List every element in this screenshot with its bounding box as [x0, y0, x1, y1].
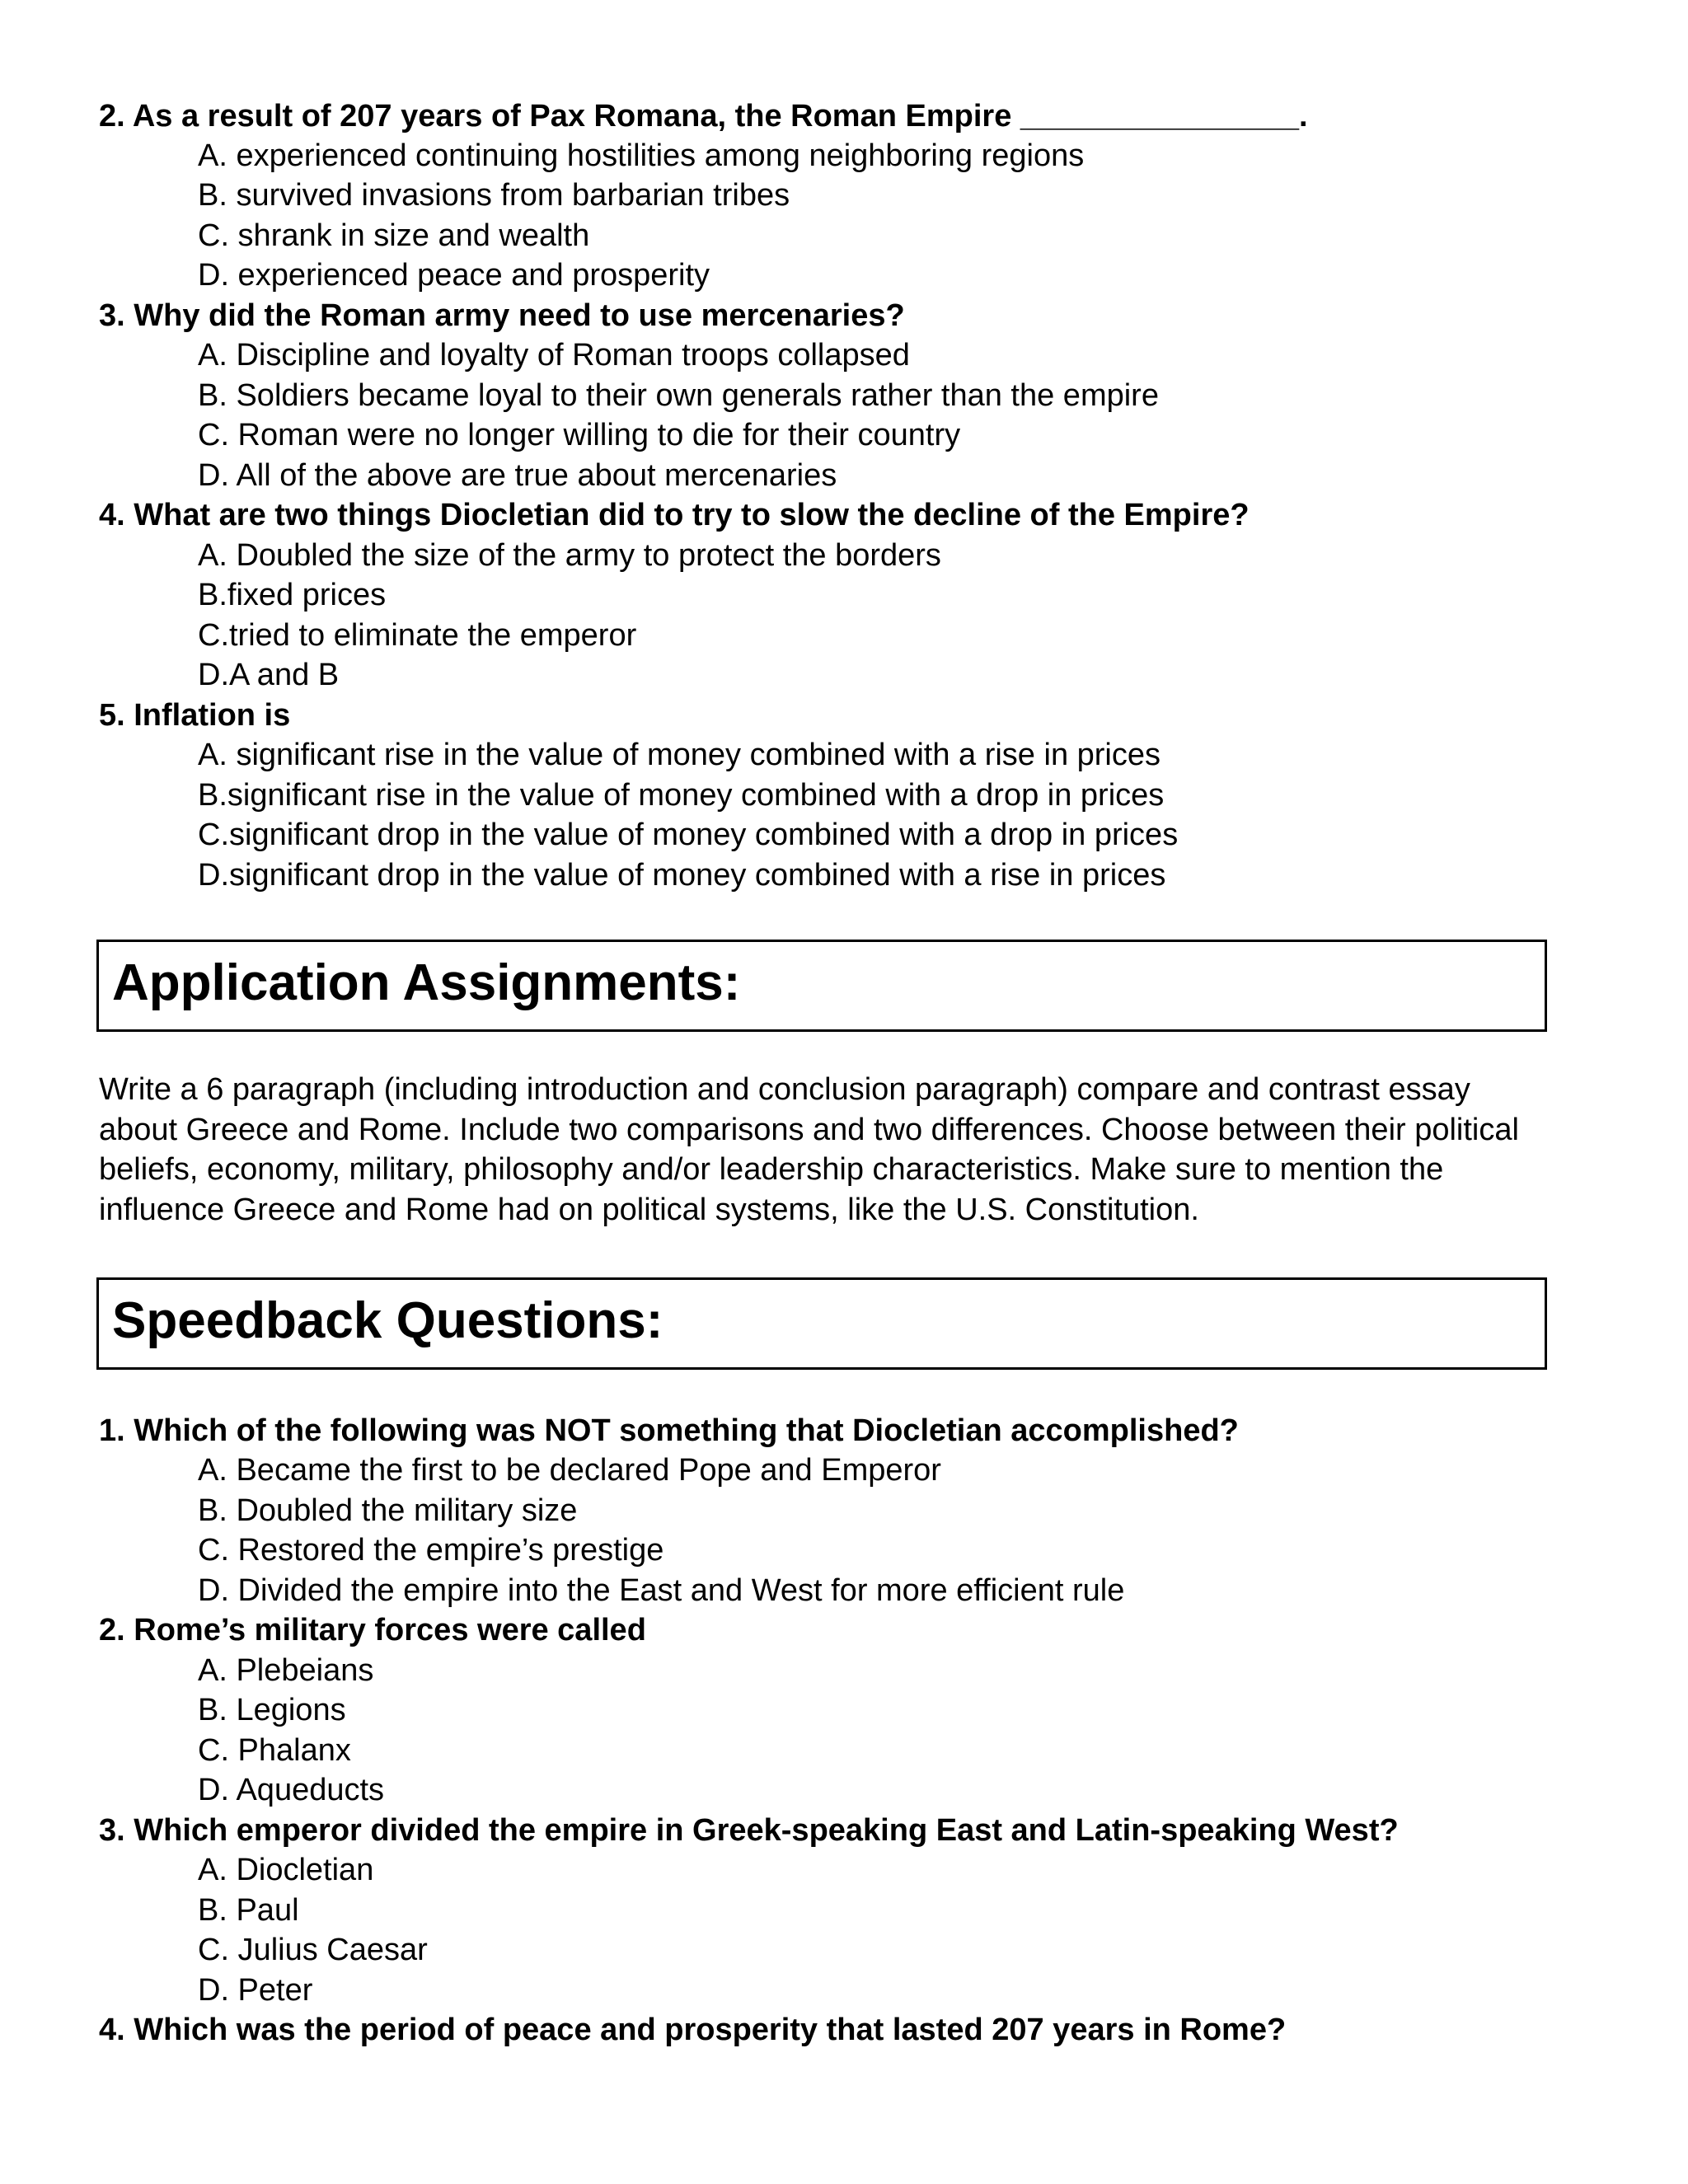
speedback-question-2-option-b: B. Legions: [198, 1693, 346, 1727]
question-3-mercenaries: 3. Why did the Roman army need to use mercenaries?: [99, 298, 905, 333]
question-5-option-d: D.significant drop in the value of money combined with a rise in prices: [198, 858, 1166, 893]
speedback-question-3-option-a: A. Diocletian: [198, 1853, 374, 1887]
speedback-question-2-option-a: A. Plebeians: [198, 1653, 374, 1688]
question-2-option-a: A. experienced continuing hostilities among neighboring regions: [198, 138, 1085, 173]
speedback-question-2-option-c: C. Phalanx: [198, 1733, 351, 1768]
question-5-option-c: C.significant drop in the value of money combined with a drop in prices: [198, 818, 1179, 852]
speedback-question-2-option-d: D. Aqueducts: [198, 1773, 385, 1807]
speedback-question-3-option-d: D. Peter: [198, 1973, 313, 2008]
speedback-heading-box: [96, 1277, 1547, 1370]
question-5-option-b: B.significant rise in the value of money combined with a drop in prices: [198, 778, 1165, 813]
question-3-option-a: A. Discipline and loyalty of Roman troops collapsed: [198, 338, 910, 373]
application-heading-box: [96, 940, 1547, 1032]
speedback-question-1: 1. Which of the following was NOT something that Diocletian accomplished?: [99, 1413, 1239, 1448]
question-3-option-b: B. Soldiers became loyal to their own generals rather than the empire: [198, 378, 1159, 413]
question-4-diocletian: 4. What are two things Diocletian did to try to slow the decline of the Empire?: [99, 498, 1250, 532]
question-4-option-a: A. Doubled the size of the army to protect the borders: [198, 538, 941, 573]
speedback-question-3: 3. Which emperor divided the empire in Greek-speaking East and Latin-speaking West?: [99, 1813, 1399, 1848]
application-heading: Application Assignments:: [112, 954, 741, 1011]
question-2-option-c: C. shrank in size and wealth: [198, 218, 590, 253]
question-3-option-c: C. Roman were no longer willing to die for their country: [198, 418, 961, 452]
speedback-heading: Speedback Questions:: [112, 1292, 663, 1349]
speedback-question-1-option-a: A. Became the first to be declared Pope and Emperor: [198, 1453, 941, 1488]
speedback-question-2: 2. Rome’s military forces were called: [99, 1613, 646, 1647]
speedback-question-3-option-b: B. Paul: [198, 1893, 299, 1928]
application-instructions: Write a 6 paragraph (including introduction and conclusion paragraph) compare and contrast essay about Greece and Rome. Include two comparisons and two differences. Choose between their political beliefs, economy, military, philosophy and/or leadership characteristics. Make sure to mention the influence Greece and Rome had on political systems, like the U.S. Constitution.: [99, 1072, 1519, 1227]
question-5-inflation: 5. Inflation is: [99, 698, 291, 733]
question-4-option-d: D.A and B: [198, 658, 340, 692]
question-4-option-b: B.fixed prices: [198, 578, 387, 612]
speedback-question-1-option-d: D. Divided the empire into the East and West for more efficient rule: [198, 1573, 1125, 1608]
question-2-option-d: D. experienced peace and prosperity: [198, 258, 710, 293]
speedback-question-4: 4. Which was the period of peace and prosperity that lasted 207 years in Rome?: [99, 2013, 1287, 2047]
question-2-pax-romana: 2. As a result of 207 years of Pax Romana, the Roman Empire ________________.: [99, 99, 1308, 134]
speedback-question-1-option-b: B. Doubled the military size: [198, 1493, 578, 1528]
question-2-option-b: B. survived invasions from barbarian tribes: [198, 178, 790, 213]
question-5-option-a: A. significant rise in the value of money combined with a rise in prices: [198, 738, 1160, 772]
question-4-option-c: C.tried to eliminate the emperor: [198, 618, 637, 653]
speedback-question-1-option-c: C. Restored the empire’s prestige: [198, 1533, 664, 1568]
speedback-question-3-option-c: C. Julius Caesar: [198, 1933, 428, 1967]
question-3-option-d: D. All of the above are true about mercenaries: [198, 458, 837, 493]
